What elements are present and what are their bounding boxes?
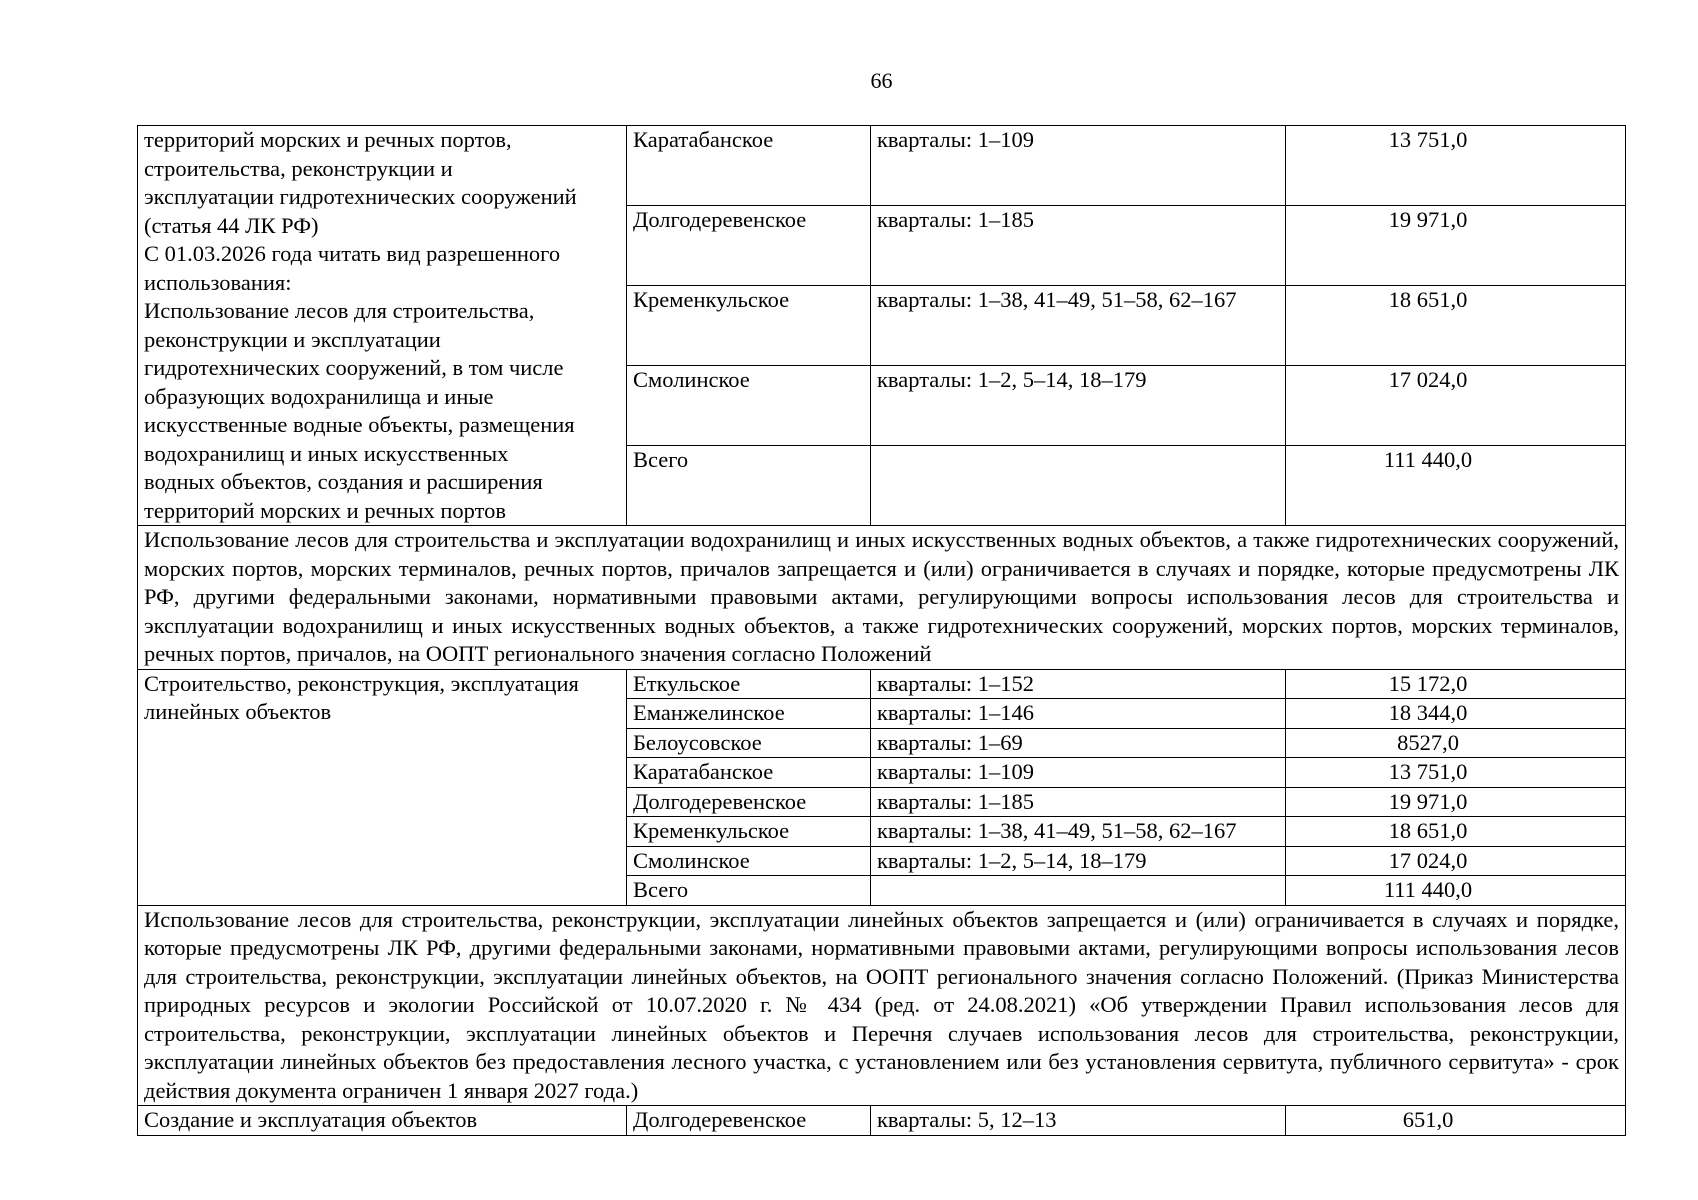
quarters-cell: кварталы: 1–146 — [871, 699, 1286, 729]
quarters-cell-empty — [871, 876, 1286, 906]
table-row — [138, 1106, 1626, 1136]
forestry-cell: Каратабанское — [627, 126, 871, 206]
use-type-line: водохранилищ и иных искусственных — [144, 440, 509, 466]
restriction-note: Использование лесов для строительства, реконструкции, эксплуатации линейных объектов запрещается и (или) ограничивается в случаях и порядке, которые предусмотрены ЛК РФ, другими федеральными законами, нормативными правовыми актами, регулирующими вопросы использования лесов для строительства, реконструкции, эксплуатации линейных объектов, на ООПТ регионального значения согласно Положений. (Приказ Министерства природных ресурсов и экологии Российской от 10.07.2020 г. № 434 (ред. от 24.08.2021) «Об утверждении Правил использования лесов для строительства, реконструкции, эксплуатации линейных объектов и Перечня случаев использования лесов для строительства, реконструкции, эксплуатации линейных объектов без предоставления лесного участка, с установлением или без установления сервитута, публичного сервитута» - срок действия документа ограничен 1 января 2027 года.) — [138, 905, 1626, 1106]
quarters-cell: кварталы: 1–185 — [871, 787, 1286, 817]
quarters-cell: кварталы: 1–2, 5–14, 18–179 — [871, 366, 1286, 446]
use-type-line: Строительство, реконструкция, эксплуатация — [144, 670, 579, 696]
use-type-line: искусственные водные объекты, размещения — [144, 412, 575, 437]
area-cell: 13 751,0 — [1286, 126, 1626, 206]
use-type-line: территорий морских и речных портов — [144, 497, 507, 523]
use-type-line: водных объектов, создания и расширения — [144, 469, 543, 494]
use-type-line: реконструкции и эксплуатации — [144, 326, 441, 352]
area-cell: 19 971,0 — [1286, 787, 1626, 817]
forestry-cell: Смолинское — [627, 366, 871, 446]
forestry-cell: Кременкульское — [627, 817, 871, 847]
note-row — [138, 526, 1626, 670]
use-type-line: образующих водохранилища и иные — [144, 383, 494, 409]
quarters-cell: кварталы: 5, 12–13 — [871, 1106, 1286, 1136]
quarters-cell: кварталы: 1–69 — [871, 728, 1286, 758]
use-type-line: Использование лесов для строительства, — [144, 298, 535, 323]
note-row — [138, 905, 1626, 1106]
use-type-cell: Создание и эксплуатация объектов — [138, 1106, 627, 1136]
use-type-line: (статья 44 ЛК РФ) — [144, 212, 319, 238]
forestry-cell: Смолинское — [627, 846, 871, 876]
forestry-cell: Кременкульское — [627, 286, 871, 366]
quarters-cell: кварталы: 1–109 — [871, 758, 1286, 788]
use-type-line: эксплуатации гидротехнических сооружений — [144, 184, 577, 209]
quarters-cell: кварталы: 1–109 — [871, 126, 1286, 206]
quarters-cell: кварталы: 1–2, 5–14, 18–179 — [871, 846, 1286, 876]
forestry-cell: Белоусовское — [627, 728, 871, 758]
quarters-cell: кварталы: 1–152 — [871, 669, 1286, 699]
table-row — [138, 126, 1626, 206]
area-cell: 18 651,0 — [1286, 817, 1626, 847]
restriction-note: Использование лесов для строительства и эксплуатации водохранилищ и иных искусственных водных объектов, а также гидротехнических сооружений, морских портов, морских терминалов, речных портов, причалов запрещается и (или) ограничивается в случаях и порядке, которые предусмотрены ЛК РФ, другими федеральными законами, нормативными правовыми актами, регулирующими вопросы использования лесов для строительства и эксплуатации водохранилищ и иных искусственных водных объектов, а также гидротехнических сооружений, морских портов, морских терминалов, речных портов, причалов, на ООПТ регионального значения согласно Положений — [138, 526, 1626, 670]
use-type-line: строительства, реконструкции и — [144, 155, 453, 181]
area-cell: 17 024,0 — [1286, 366, 1626, 446]
use-type-line: С 01.03.2026 года читать вид разрешенного — [144, 241, 561, 266]
use-type-line: линейных объектов — [144, 699, 332, 724]
page-number: 66 — [870, 68, 893, 93]
quarters-cell: кварталы: 1–185 — [871, 206, 1286, 286]
forestry-cell: Еманжелинское — [627, 699, 871, 729]
area-cell: 18 344,0 — [1286, 699, 1626, 729]
forestry-cell: Долгодеревенское — [627, 206, 871, 286]
use-type-line: гидротехнических сооружений, в том числе — [144, 355, 564, 380]
table-row — [138, 669, 1626, 699]
area-cell: 651,0 — [1286, 1106, 1626, 1136]
quarters-cell: кварталы: 1–38, 41–49, 51–58, 62–167 — [871, 817, 1286, 847]
quarters-cell-empty — [871, 446, 1286, 526]
use-type-cell — [138, 126, 627, 526]
area-cell: 17 024,0 — [1286, 846, 1626, 876]
quarters-cell: кварталы: 1–38, 41–49, 51–58, 62–167 — [871, 286, 1286, 366]
area-cell: 13 751,0 — [1286, 758, 1626, 788]
area-cell: 8527,0 — [1286, 728, 1626, 758]
forestry-cell: Еткульское — [627, 669, 871, 699]
forestry-cell: Долгодеревенское — [627, 1106, 871, 1136]
area-cell: 18 651,0 — [1286, 286, 1626, 366]
area-cell: 19 971,0 — [1286, 206, 1626, 286]
forestry-cell: Каратабанское — [627, 758, 871, 788]
forest-use-table — [137, 125, 1626, 1136]
total-area-cell: 111 440,0 — [1286, 446, 1626, 526]
use-type-line: территорий морских и речных портов, — [144, 127, 512, 152]
use-type-cell — [138, 669, 627, 905]
total-label-cell: Всего — [627, 446, 871, 526]
area-cell: 15 172,0 — [1286, 669, 1626, 699]
forestry-cell: Долгодеревенское — [627, 787, 871, 817]
total-label-cell: Всего — [627, 876, 871, 906]
total-area-cell: 111 440,0 — [1286, 876, 1626, 906]
use-type-line: использования: — [144, 269, 292, 295]
